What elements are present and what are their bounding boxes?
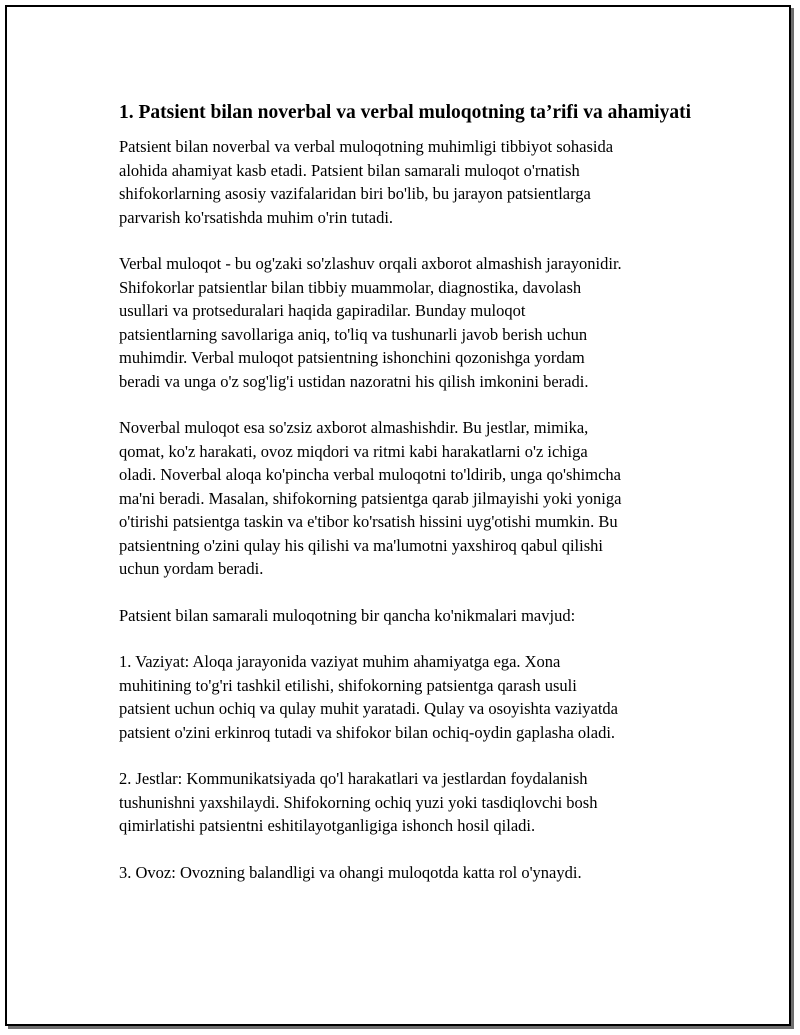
paragraph-importance: Patsient bilan noverbal va verbal muloqotning muhimligi tibbiyot sohasida alohida ahamiyat kasb etadi. Patsient bilan samarali muloqot o'rnatish shifokorlarning asosiy vazifalaridan biri bo'lib, bu jarayon patsientlarga parvarish ko'rsatishda muhim o'rin tutadi. [119,137,614,227]
list-item-voice: 3. Ovoz: Ovozning balandligi va ohangi muloqotda katta rol o'ynaydi. [119,862,582,882]
paragraph-skills-intro: Patsient bilan samarali muloqotning bir qancha ko'nikmalari mavjud: [119,605,576,625]
list-item-gestures: 2. Jestlar: Kommunikatsiyada qo'l harakatlari va jestlardan foydalanish tushunishni yaxshilaydi. Shifokorning ochiq yuzi yoki tasdiqlovchi bosh qimirlatishi patsientni eshitilayotganligiga ishonch hosil qiladi. [119,769,598,835]
paragraph-nonverbal: Noverbal muloqot esa so'zsiz axborot almashishdir. Bu jestlar, mimika, qomat, ko'z harakati, ovoz miqdori va ritmi kabi harakatlarni o'z ichiga oladi. Noverbal aloqa ko'pincha verbal muloqotni to'ldirib, unga qo'shimcha ma'ni beradi. Masalan, shifokorning patsientga qarab jilmayishi yoki yoniga o'tirishi patsientga taskin va e'tibor ko'rsatish hissini uyg'otishi mumkin. Bu patsientning o'zini qulay his qilishi va ma'lumotni yaxshiroq qabul qilishi uchun yordam beradi. [119,418,622,578]
paragraph-verbal: Verbal muloqot - bu og'zaki so'zlashuv orqali axborot almashish jarayonidir. Shifokorlar patsientlar bilan tibbiy muammolar, diagnostika, davolash usullari va protseduralari haqida gapiradilar. Bunday muloqot patsientlarning savollariga aniq, to'liq va tushunarli javob berish uchun muhimdir. Verbal muloqot patsientning ishonchini qozonishga yordam beradi va unga o'z sog'lig'i ustidan nazoratni his qilish imkonini beradi. [119,254,622,391]
page-frame [5,5,791,1026]
document-body [119,99,709,907]
section-heading: 1. Patsient bilan noverbal va verbal muloqotning ta’rifi va ahamiyati [119,102,692,123]
list-item-situation: 1. Vaziyat: Aloqa jarayonida vaziyat muhim ahamiyatga ega. Xona muhitining to'g'ri tashkil etilishi, shifokorning patsientga qarash usuli patsient uchun ochiq va qulay muhit yaratadi. Qulay va osoyishta vaziyatda patsient o'zini erkinroq tutadi va shifokor bilan ochiq-oydin gaplasha oladi. [119,652,618,742]
